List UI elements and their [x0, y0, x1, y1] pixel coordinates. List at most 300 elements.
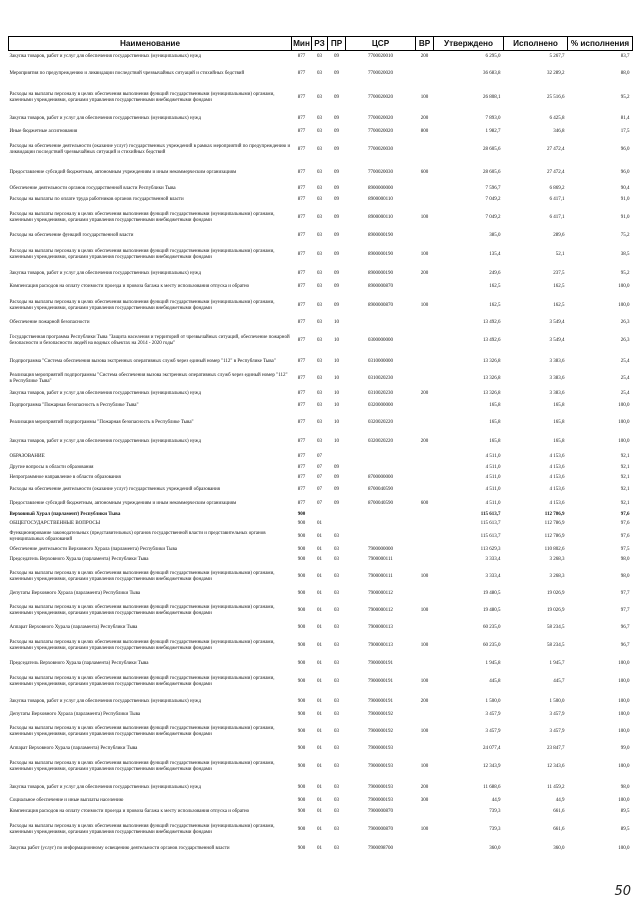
cell-csr: 8700040590: [368, 486, 393, 492]
cell-name: Другие вопросы в области образования: [9, 464, 94, 470]
table-row: [9, 529, 633, 545]
cell-csr: 7900000193: [368, 784, 393, 790]
cell-csr: 8900000110: [368, 197, 393, 203]
cell-pr: 09: [334, 232, 339, 238]
cell-pct: 98,0: [620, 573, 630, 579]
header-name: Наименование: [9, 37, 292, 51]
cell-min: 900: [297, 846, 306, 852]
cell-csr: 7900000193: [368, 745, 393, 751]
table-row: [9, 463, 633, 473]
table-row: [9, 206, 633, 230]
cell-min: 877: [297, 403, 306, 409]
cell-name: Расходы на выплаты персоналу в целях обеспечения выполнения функций государственными (муниципальными) органами, казенными учреждениями, органами управления государственными внебюджетными фондами: [9, 570, 275, 582]
cell-vr: [416, 842, 434, 857]
cell-min: 900: [297, 546, 306, 552]
cell-executed: 23 847,7: [547, 745, 565, 751]
cell-min: 900: [297, 556, 306, 562]
cell-name: ОБРАЗОВАНИЕ: [9, 454, 45, 460]
cell-approved: 60 235,0: [483, 642, 501, 648]
table-row: [9, 433, 633, 452]
table-row: [9, 599, 633, 623]
cell-min: 877: [297, 146, 306, 152]
cell-min: 900: [297, 728, 306, 734]
cell-pr: 03: [334, 763, 339, 769]
cell-executed: 12 343,6: [547, 763, 565, 769]
cell-vr: [416, 545, 434, 555]
cell-name: Расходы на выплаты персоналу в целях обеспечения выполнения функций государственными (муниципальными) органами, казенными учреждениями, органами управления государственными внебюджетными фондами: [9, 92, 275, 103]
cell-csr: 7900000193: [368, 797, 393, 803]
cell-csr: [346, 529, 416, 545]
cell-pct: 100,0: [618, 419, 630, 425]
cell-csr: 7900000191: [368, 661, 393, 667]
cell-approved: 60 235,0: [483, 624, 501, 630]
cell-pr: 03: [334, 745, 339, 751]
cell-approved: 19 480,5: [483, 607, 501, 613]
cell-executed: 27 472,4: [547, 169, 565, 175]
cell-pr: 03: [334, 797, 339, 803]
table-row: [9, 818, 633, 842]
cell-min: 877: [297, 232, 306, 238]
cell-approved: 4 511,0: [485, 486, 501, 492]
cell-approved: 165,8: [489, 419, 501, 425]
cell-pct: 88,0: [620, 70, 630, 76]
cell-approved: 115 613,7: [480, 512, 501, 518]
cell-csr: 8900000190: [368, 232, 393, 238]
cell-name: Функционирование законодательных (представительных) органов государственной власти и представительных органов муниципальных образований: [9, 530, 266, 542]
cell-pr: 10: [334, 439, 339, 445]
cell-name: Председатель Верховного Хурала (парламента) Республики Тыва: [9, 661, 149, 667]
table-row: [9, 511, 633, 520]
cell-name: Расходы на выплаты персоналу в целях обеспечения выполнения функций государственными (муниципальными) органами, казенными учреждениями, органами управления государственными внебюджетными фондами: [9, 604, 275, 616]
cell-min: 877: [297, 474, 306, 480]
cell-rz: 03: [317, 169, 322, 175]
cell-vr: 100: [420, 214, 429, 220]
cell-csr: 7900000111: [368, 573, 393, 579]
cell-csr: 7900000000: [368, 546, 393, 552]
cell-pct: 92,1: [620, 454, 630, 460]
cell-pr: 10: [334, 337, 339, 343]
table-row: [9, 280, 633, 294]
table-row: [9, 633, 633, 659]
cell-vr: [416, 184, 434, 195]
cell-pct: 89,5: [620, 808, 630, 814]
table-row: [9, 242, 633, 268]
cell-executed: 1 945,7: [549, 661, 565, 667]
cell-pr: 09: [334, 70, 339, 76]
cell-csr: 7700020030: [368, 169, 393, 175]
cell-rz: 03: [317, 232, 322, 238]
cell-pct: 95,2: [620, 95, 630, 101]
cell-vr: 200: [420, 53, 429, 59]
table-row: [9, 555, 633, 565]
cell-rz: 01: [317, 784, 322, 790]
cell-pct: 100,0: [618, 439, 630, 445]
cell-executed: 4 153,6: [549, 500, 565, 506]
table-row: [9, 483, 633, 497]
cell-approved: 36 683,8: [483, 70, 501, 76]
cell-vr: [416, 452, 434, 463]
cell-vr: 100: [420, 642, 429, 648]
cell-vr: [416, 371, 434, 388]
cell-name: Непрограммное направление в области образования: [9, 474, 121, 480]
cell-min: 877: [297, 53, 306, 59]
cell-executed: 27 472,4: [547, 146, 565, 152]
table-row: [9, 138, 633, 162]
cell-vr: [416, 230, 434, 242]
table-row: [9, 354, 633, 371]
cell-rz: 01: [317, 573, 322, 579]
cell-name: Закупка товаров, работ и услуг для обеспечения государственных (муниципальных) нужд: [9, 116, 202, 122]
cell-pct: 100,0: [618, 302, 630, 308]
cell-min: 900: [297, 624, 306, 630]
cell-vr: [416, 318, 434, 328]
cell-pr: 09: [334, 146, 339, 152]
cell-executed: 52,1: [555, 251, 565, 257]
cell-name: Реализация мероприятий подпрограммы "Система обеспечения вызова экстренных оперативных служб через единый номер "112" в Республике Тыва": [9, 373, 288, 384]
cell-pr: 09: [334, 474, 339, 480]
cell-csr: 7900000113: [368, 624, 393, 630]
cell-approved: 3 333,4: [485, 573, 501, 579]
table-row: [9, 63, 633, 85]
cell-csr: 7900000191: [368, 678, 393, 684]
cell-pct: 83,7: [620, 53, 630, 59]
cell-approved: 249,6: [489, 270, 501, 276]
cell-pr: 09: [334, 186, 339, 192]
table-row: [9, 473, 633, 483]
cell-rz: 03: [317, 186, 322, 192]
cell-pr: 09: [334, 270, 339, 276]
cell-vr: 200: [420, 784, 429, 790]
cell-executed: 44,9: [555, 797, 565, 803]
cell-executed: 3 383,6: [549, 359, 565, 365]
cell-pr: 03: [334, 661, 339, 667]
cell-min: 877: [297, 214, 306, 220]
cell-min: 900: [297, 607, 306, 613]
cell-csr: 7900000113: [368, 642, 393, 648]
cell-vr: [416, 400, 434, 413]
cell-name: Обеспечение пожарной безопасности: [9, 319, 90, 325]
cell-executed: 3 549,4: [549, 319, 565, 325]
cell-name: Закупка товаров, работ и услуг для обеспечения государственных (муниципальных) нужд: [9, 53, 202, 59]
header-approved: Утверждено: [434, 37, 504, 51]
cell-executed: 4 153,6: [549, 464, 565, 470]
cell-name: Закупка товаров, работ и услуг для обеспечения государственных (муниципальных) нужд: [9, 390, 202, 396]
cell-executed: 360,0: [553, 846, 565, 852]
cell-min: 877: [297, 129, 306, 135]
cell-executed: 3 457,9: [549, 728, 565, 734]
cell-pct: 92,1: [620, 464, 630, 470]
cell-pr: 03: [334, 808, 339, 814]
cell-min: 900: [297, 533, 306, 539]
cell-min: 877: [297, 337, 306, 343]
cell-min: 877: [297, 302, 306, 308]
cell-pct: 96,0: [620, 146, 630, 152]
cell-pct: 97,6: [620, 521, 630, 527]
cell-pr: 03: [334, 784, 339, 790]
cell-rz: 01: [317, 533, 322, 539]
cell-min: 900: [297, 711, 306, 717]
cell-pr: 09: [334, 251, 339, 257]
cell-min: 877: [297, 319, 306, 325]
cell-vr: 100: [420, 251, 429, 257]
table-row: [9, 318, 633, 328]
cell-pct: 100,0: [618, 846, 630, 852]
cell-vr: 200: [420, 116, 429, 122]
cell-approved: 28 605,6: [483, 169, 501, 175]
cell-executed: 165,8: [553, 403, 565, 409]
cell-vr: 100: [420, 763, 429, 769]
cell-approved: 739,3: [489, 808, 501, 814]
cell-pr: 03: [334, 826, 339, 832]
cell-executed: 58 234,5: [547, 624, 565, 630]
cell-vr: [416, 328, 434, 354]
cell-executed: 165,8: [553, 439, 565, 445]
cell-vr: [416, 520, 434, 529]
cell-approved: 26 808,1: [483, 95, 501, 101]
cell-pct: 96,0: [620, 169, 630, 175]
cell-min: 877: [297, 186, 306, 192]
cell-pr: 09: [334, 169, 339, 175]
cell-vr: [416, 483, 434, 497]
cell-executed: 289,6: [553, 232, 565, 238]
header-pr: ПР: [328, 37, 346, 51]
cell-approved: 7 893,0: [485, 116, 501, 122]
cell-vr: [416, 589, 434, 599]
cell-csr: [346, 511, 416, 520]
cell-name: Верховный Хурал (парламент) Республики Тыва: [9, 512, 121, 518]
cell-approved: 115 613,7: [480, 521, 501, 527]
cell-pr: 09: [334, 464, 339, 470]
cell-pct: 97,6: [620, 512, 630, 518]
cell-min: 877: [297, 270, 306, 276]
header-csr: ЦСР: [346, 37, 416, 51]
cell-approved: 1 500,0: [485, 698, 501, 704]
cell-min: 900: [297, 797, 306, 803]
cell-vr: [416, 138, 434, 162]
cell-name: Расходы на обеспечение функций государственной власти: [9, 232, 134, 238]
cell-pct: 96,7: [620, 642, 630, 648]
cell-approved: 24 077,4: [483, 745, 501, 751]
cell-vr: 600: [420, 500, 429, 506]
cell-pr: 10: [334, 419, 339, 425]
cell-csr: 7900000870: [368, 808, 393, 814]
cell-pct: 25,4: [620, 376, 630, 382]
cell-pr: 03: [334, 607, 339, 613]
cell-pr: 09: [334, 486, 339, 492]
cell-csr: 7700020020: [368, 70, 393, 76]
cell-pr: 09: [334, 302, 339, 308]
cell-csr: 7900000870: [368, 826, 393, 832]
cell-name: Расходы на выплаты персоналу в целях обеспечения выполнения функций государственными (муниципальными) органами, казенными учреждениями, органами управления государственными внебюджетными фондами: [9, 760, 275, 772]
cell-rz: 01: [317, 797, 322, 803]
cell-min: 900: [297, 784, 306, 790]
cell-rz: 03: [317, 359, 322, 365]
cell-executed: 5 267,7: [549, 53, 565, 59]
cell-min: 877: [297, 376, 306, 382]
cell-rz: 01: [317, 546, 322, 552]
cell-vr: 100: [420, 302, 429, 308]
table-row: [9, 51, 633, 63]
cell-pct: 98,0: [620, 556, 630, 562]
cell-executed: 3 383,6: [549, 390, 565, 396]
cell-rz: 01: [317, 590, 322, 596]
cell-vr: 100: [420, 607, 429, 613]
cell-csr: 7900000191: [368, 698, 393, 704]
cell-approved: 3 457,9: [485, 728, 501, 734]
cell-name: ОБЩЕГОСУДАРСТВЕННЫЕ ВОПРОСЫ: [9, 521, 101, 527]
cell-executed: 32 289,2: [547, 70, 565, 76]
cell-pr: 09: [334, 500, 339, 506]
cell-approved: 165,8: [489, 403, 501, 409]
cell-executed: 6 417,1: [549, 197, 565, 203]
cell-csr: [346, 318, 416, 328]
cell-rz: 07: [317, 500, 322, 506]
header-vr: ВР: [416, 37, 434, 51]
cell-pct: 81,4: [620, 116, 630, 122]
cell-name: Предоставление субсидий бюджетным, автономным учреждениям и иным некоммерческим организациям: [9, 500, 237, 506]
cell-rz: 03: [317, 319, 322, 325]
cell-csr: 8900000870: [368, 302, 393, 308]
cell-executed: 112 786,9: [544, 533, 565, 539]
cell-pr: 03: [334, 590, 339, 596]
cell-approved: 7 049,2: [485, 214, 501, 220]
cell-rz: 01: [317, 808, 322, 814]
cell-vr: 200: [420, 698, 429, 704]
cell-pct: 100,0: [618, 728, 630, 734]
cell-csr: 0320000000: [368, 403, 393, 409]
cell-csr: 8900000190: [368, 270, 393, 276]
cell-csr: 8900000870: [368, 283, 393, 289]
cell-rz: 03: [317, 116, 322, 122]
table-row: [9, 413, 633, 433]
cell-min: 900: [297, 698, 306, 704]
cell-vr: 100: [420, 826, 429, 832]
cell-executed: 112 786,9: [544, 512, 565, 518]
cell-min: 877: [297, 486, 306, 492]
cell-vr: [416, 710, 434, 720]
cell-approved: 115 613,7: [480, 533, 501, 539]
cell-name: Компенсация расходов на оплату стоимости проезда и провоза багажа к месту использования отпуска и обратно: [9, 283, 250, 289]
cell-name: Компенсация расходов на оплату стоимости проезда и провоза багажа к месту использования отпуска и обратно: [9, 808, 250, 814]
cell-pr: [328, 511, 346, 520]
cell-approved: 739,3: [489, 826, 501, 832]
cell-approved: 4 511,0: [485, 464, 501, 470]
cell-executed: 4 153,6: [549, 474, 565, 480]
cell-vr: [416, 555, 434, 565]
cell-min: 877: [297, 70, 306, 76]
cell-executed: 165,8: [553, 419, 565, 425]
cell-pr: 03: [334, 711, 339, 717]
cell-pct: 100,0: [618, 698, 630, 704]
cell-min: 900: [297, 826, 306, 832]
cell-rz: 07: [317, 464, 322, 470]
table-row: [9, 670, 633, 694]
cell-pr: 03: [334, 533, 339, 539]
cell-executed: 1 500,0: [549, 698, 565, 704]
cell-rz: 01: [317, 745, 322, 751]
cell-pr: 09: [334, 129, 339, 135]
cell-min: 900: [297, 678, 306, 684]
cell-name: Депутаты Верховного Хурала (парламента) Республики Тыва: [9, 711, 141, 717]
header-executed: Исполнено: [504, 37, 568, 51]
cell-pr: 03: [334, 698, 339, 704]
cell-vr: [416, 529, 434, 545]
cell-approved: 1 945,8: [485, 661, 501, 667]
cell-pr: 03: [334, 546, 339, 552]
cell-pr: 03: [334, 624, 339, 630]
cell-pct: 97,7: [620, 590, 630, 596]
cell-pr: 10: [334, 390, 339, 396]
cell-approved: 13 492,6: [483, 319, 501, 325]
cell-executed: 4 153,6: [549, 454, 565, 460]
cell-rz: 01: [317, 763, 322, 769]
table-row: [9, 694, 633, 710]
cell-approved: 3 333,4: [485, 556, 501, 562]
cell-rz: 03: [317, 146, 322, 152]
table-row: [9, 162, 633, 184]
cell-rz: 03: [317, 419, 322, 425]
cell-approved: 7 049,2: [485, 197, 501, 203]
cell-pct: 97,5: [620, 546, 630, 552]
cell-rz: 03: [317, 390, 322, 396]
cell-vr: 100: [420, 573, 429, 579]
cell-executed: 162,5: [553, 283, 565, 289]
header-min: Мин: [292, 37, 312, 51]
cell-name: Расходы на выплаты по оплате труда работников органов государственной власти: [9, 197, 184, 203]
cell-approved: 6 295,0: [485, 53, 501, 59]
cell-rz: 07: [317, 454, 322, 460]
cell-name: Обеспечение деятельности Верховного Хурала (парламента) Республики Тыва: [9, 546, 177, 552]
cell-pr: 09: [334, 197, 339, 203]
cell-csr: 0320020220: [368, 439, 393, 445]
table-row: [9, 184, 633, 195]
cell-vr: 100: [420, 95, 429, 101]
cell-executed: 661,6: [553, 826, 565, 832]
cell-min: 877: [297, 419, 306, 425]
cell-pct: 26,3: [620, 319, 630, 325]
table-row: [9, 294, 633, 318]
cell-rz: 03: [317, 283, 322, 289]
cell-name: Расходы на выплаты персоналу в целях обеспечения выполнения функций государственными (муниципальными) органами, казенными учреждениями, органами управления государственными внебюджетными фондами: [9, 639, 275, 651]
cell-executed: 112 786,9: [544, 521, 565, 527]
cell-rz: [312, 511, 328, 520]
cell-csr: 0310020230: [368, 376, 393, 382]
cell-approved: 3 457,9: [485, 711, 501, 717]
cell-name: Закупка товаров, работ и услуг для обеспечения государственных (муниципальных) нужд: [9, 698, 202, 704]
cell-rz: 03: [317, 53, 322, 59]
cell-rz: 07: [317, 474, 322, 480]
cell-csr: 7700020010: [368, 53, 393, 59]
table-row: [9, 400, 633, 413]
cell-approved: 13 492,6: [483, 337, 501, 343]
cell-vr: [416, 659, 434, 670]
cell-pct: 25,4: [620, 390, 630, 396]
cell-pr: 10: [334, 376, 339, 382]
cell-pr: [328, 520, 346, 529]
cell-rz: 01: [317, 728, 322, 734]
cell-vr: 100: [420, 728, 429, 734]
cell-csr: 7700020030: [368, 146, 393, 152]
cell-name: Расходы на выплаты персоналу в целях обеспечения выполнения функций государственными (муниципальными) органами, казенными учреждениями, органами управления государственными внебюджетными фондами: [9, 823, 275, 835]
cell-rz: 03: [317, 95, 322, 101]
cell-executed: 3 268,3: [549, 573, 565, 579]
cell-pr: 09: [334, 53, 339, 59]
cell-min: 900: [297, 661, 306, 667]
cell-min: 877: [297, 390, 306, 396]
table-row: [9, 780, 633, 796]
cell-vr: 300: [420, 797, 429, 803]
cell-pct: 91,0: [620, 197, 630, 203]
